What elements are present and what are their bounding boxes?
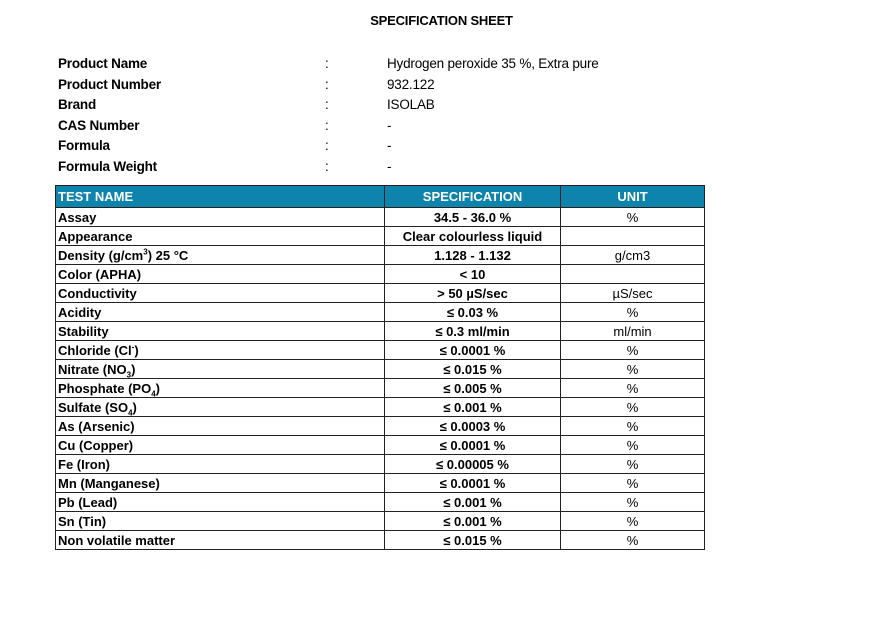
test-name-cell <box>56 398 385 417</box>
table-row <box>56 265 705 284</box>
table-row <box>56 322 705 341</box>
table-row <box>56 246 705 265</box>
test-name: Conductivity <box>58 285 137 301</box>
test-name-cell <box>56 493 385 512</box>
specification-cell: < 10 <box>385 265 561 284</box>
test-name: As (Arsenic) <box>58 418 135 434</box>
info-row <box>58 54 698 75</box>
test-name-cell <box>56 322 385 341</box>
unit-cell: % <box>561 379 705 398</box>
test-name: Stability <box>58 323 109 339</box>
specification-cell: Clear colourless liquid <box>385 227 561 246</box>
product-info <box>58 54 698 177</box>
test-name: Assay <box>58 209 97 225</box>
test-name-cell <box>56 284 385 303</box>
test-name-cell <box>56 474 385 493</box>
test-name-cell <box>56 303 385 322</box>
header-specification: SPECIFICATION <box>385 186 561 208</box>
unit-cell: % <box>561 531 705 550</box>
test-name-cell <box>56 265 385 284</box>
info-row <box>58 95 698 116</box>
specification-cell: ≤ 0.0001 % <box>385 474 561 493</box>
test-name-superscript: - <box>131 342 135 352</box>
info-value: - <box>387 117 392 133</box>
specification-cell: ≤ 0.03 % <box>385 303 561 322</box>
info-colon: : <box>325 117 329 133</box>
table-row <box>56 493 705 512</box>
test-name-cell <box>56 531 385 550</box>
specification-cell: ≤ 0.001 % <box>385 512 561 531</box>
unit-cell: % <box>561 398 705 417</box>
test-name-cell <box>56 341 385 360</box>
info-value: - <box>387 138 392 153</box>
test-name: Density (g/cm <box>58 247 144 263</box>
info-row <box>58 116 698 137</box>
unit-cell: g/cm3 <box>561 246 705 265</box>
unit-cell: % <box>561 493 705 512</box>
specification-cell: ≤ 0.005 % <box>385 379 561 398</box>
specification-cell: ≤ 0.015 % <box>385 360 561 379</box>
unit-cell: ml/min <box>561 322 705 341</box>
info-row <box>58 157 698 178</box>
test-name: Phosphate (PO <box>58 380 152 396</box>
specification-cell: ≤ 0.0003 % <box>385 417 561 436</box>
info-label: CAS Number <box>58 117 140 133</box>
table-row <box>56 284 705 303</box>
specification-cell: ≤ 0.0001 % <box>385 436 561 455</box>
table-row <box>56 303 705 322</box>
test-name-tail: ) <box>132 399 137 415</box>
unit-cell: % <box>561 474 705 493</box>
unit-cell: % <box>561 341 705 360</box>
test-name-cell <box>56 512 385 531</box>
specification-cell: ≤ 0.3 ml/min <box>385 322 561 341</box>
table-row <box>56 341 705 360</box>
table-row <box>56 474 705 493</box>
info-colon: : <box>325 158 329 174</box>
test-name: Sn (Tin) <box>58 513 107 529</box>
unit-cell <box>561 265 705 284</box>
test-name-cell <box>56 227 385 246</box>
table-row <box>56 531 705 550</box>
table-header-row <box>56 186 705 208</box>
info-row <box>58 136 698 157</box>
unit-cell: % <box>561 417 705 436</box>
specification-cell: ≤ 0.00005 % <box>385 455 561 474</box>
unit-cell <box>561 227 705 246</box>
test-name-superscript: 3 <box>143 247 148 257</box>
table-row <box>56 360 705 379</box>
test-name-tail: ) <box>155 380 160 396</box>
test-name-tail: ) 25 °C <box>147 247 189 263</box>
info-label: Product Name <box>58 56 148 71</box>
specification-cell: 1.128 - 1.132 <box>385 246 561 265</box>
specification-cell: 34.5 - 36.0 % <box>385 208 561 227</box>
info-colon: : <box>325 76 329 92</box>
test-name: Appearance <box>58 228 133 244</box>
test-name-cell <box>56 455 385 474</box>
info-row <box>58 75 698 96</box>
test-name-cell <box>56 436 385 455</box>
test-name-tail: ) <box>134 342 139 358</box>
test-name: Color (APHA) <box>58 266 142 282</box>
specification-cell: > 50 µS/sec <box>385 284 561 303</box>
info-label: Brand <box>58 97 97 112</box>
table-row <box>56 417 705 436</box>
table-row <box>56 208 705 227</box>
test-name-subscript: 4 <box>151 389 156 399</box>
specification-cell: ≤ 0.0001 % <box>385 341 561 360</box>
header-test-name: TEST NAME <box>56 186 385 208</box>
info-value: ISOLAB <box>387 97 435 112</box>
test-name-subscript: 3 <box>126 370 132 380</box>
test-name-tail: ) <box>131 361 136 377</box>
test-name-cell <box>56 360 385 379</box>
specification-cell: ≤ 0.001 % <box>385 493 561 512</box>
unit-cell: % <box>561 303 705 322</box>
test-name: Pb (Lead) <box>58 494 118 510</box>
page-title: SPECIFICATION SHEET <box>370 13 513 28</box>
test-name: Fe (Iron) <box>58 456 110 472</box>
info-label: Formula Weight <box>58 158 157 174</box>
test-name-subscript: 4 <box>128 408 133 418</box>
test-name-cell <box>56 208 385 227</box>
unit-cell: % <box>561 360 705 379</box>
table-row <box>56 379 705 398</box>
test-name: Chloride (Cl <box>58 342 132 358</box>
specification-cell: ≤ 0.001 % <box>385 398 561 417</box>
unit-cell: µS/sec <box>561 284 705 303</box>
unit-cell: % <box>561 208 705 227</box>
test-name: Acidity <box>58 304 102 320</box>
test-name-cell <box>56 417 385 436</box>
info-value: - <box>387 158 392 174</box>
test-name-cell <box>56 379 385 398</box>
table-row <box>56 398 705 417</box>
test-name: Sulfate (SO <box>58 399 129 415</box>
specification-cell: ≤ 0.015 % <box>385 531 561 550</box>
info-colon: : <box>325 97 329 112</box>
info-colon: : <box>325 138 329 153</box>
info-value: 932.122 <box>387 76 435 92</box>
info-value: Hydrogen peroxide 35 %, Extra pure <box>387 56 599 71</box>
unit-cell: % <box>561 455 705 474</box>
info-label: Formula <box>58 138 110 153</box>
table-row <box>56 227 705 246</box>
test-name-cell <box>56 246 385 265</box>
test-name: Non volatile matter <box>58 532 176 548</box>
table-row <box>56 455 705 474</box>
table-row <box>56 436 705 455</box>
unit-cell: % <box>561 512 705 531</box>
header-unit: UNIT <box>561 186 705 208</box>
specification-table <box>55 185 705 550</box>
info-colon: : <box>325 56 329 71</box>
unit-cell: % <box>561 436 705 455</box>
table-row <box>56 512 705 531</box>
test-name: Nitrate (NO <box>58 361 127 377</box>
info-label: Product Number <box>58 76 161 92</box>
test-name: Cu (Copper) <box>58 437 134 453</box>
test-name: Mn (Manganese) <box>58 475 160 491</box>
